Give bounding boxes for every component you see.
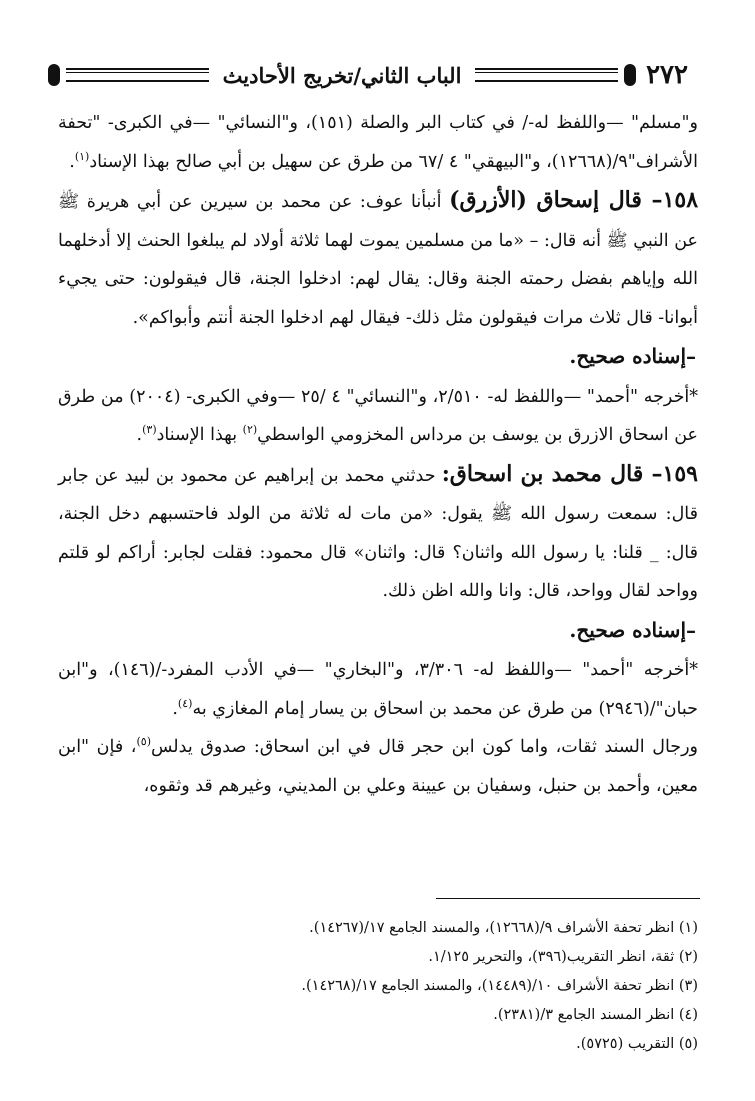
footnote: (٥) التقريب (٥٧٢٥).	[576, 1036, 698, 1052]
footnote: (٤) انظر المسند الجامع ٣/(٢٣٨١).	[493, 1007, 698, 1023]
chapter-title: الباب الثاني/تخريج الأحاديث	[222, 62, 462, 88]
hadith-heading: ١٥٨– قال إسحاق (الأزرق)	[449, 187, 699, 213]
paragraph: و"مسلم" —واللفظ له-/ في كتاب البر والصلة (١٥١)، و"النسائي" —في الكبرى- "تحفة الأشراف"٩/(١٢٦٦٨)، و"البيهقي" ٤ /٦٧ من طرق عن سهيل بن أبي صالح بهذا الإسناد$^{(١)}$.	[58, 113, 698, 172]
main-text	[58, 104, 698, 805]
page-number: ٢٧٢	[646, 60, 688, 90]
footnote-separator	[436, 898, 700, 899]
footnote: (١) انظر تحفة الأشراف ٩/(١٢٦٦٨)، والمسند الجامع ١٧/(١٤٢٦٧).	[309, 920, 698, 936]
hadith-heading: ١٥٩– قال محمد بن اسحاق:	[441, 460, 698, 487]
takhrij-paragraph: *أخرجه "أحمد" —واللفظ له- ٣/٣٠٦، و"البخاري" —في الأدب المفرد-/(١٤٦)، و"ابن حبان"/(٢٩٤٦) من طرق عن محمد بن اسحاق بن يسار إمام المغازي به$^{(٤)}$.	[58, 660, 698, 719]
page-header	[48, 58, 688, 92]
footnote: (٣) انظر تحفة الأشراف ١٠/(١٤٤٨٩)، والمسند الجامع ١٧/(١٤٢٦٨).	[301, 978, 698, 994]
takhrij-paragraph: *أخرجه "أحمد" —واللفظ له- ٢/٥١٠، و"النسائي" ٤ /٢٥ —وفي الكبرى- (٢٠٠٤) من طرق عن اسحاق الازرق بن يوسف بن مرداس المخزومي الواسطي$^{(٢)}$ بهذا الإسناد$^{(٣)}$.	[58, 386, 698, 445]
grading-verdict: –إسناده صحيح.	[569, 617, 696, 642]
hadith-159: ١٥٩– قال محمد بن اسحاق: حدثني محمد بن إبراهيم عن محمود بن لبيد عن جابر قال: سمعت رسول الله ﷺ يقول: «من مات له ثلاثة من الولد فاحتسبهم دخل الجنة، قال: _ قلنا: يا رسول الله واثنان؟ قال: واثنان» قال محمود: فقلت لجابر: أراكم لو قلتم وواحد لقال وواحد، قال: وانا والله اظن ذلك.	[58, 460, 698, 601]
footnote-ref: (٣)	[142, 423, 157, 437]
paragraph: ورجال السند ثقات، واما كون ابن حجر قال في ابن اسحاق: صدوق يدلس$^{(٥)}$، فإن "ابن معين، وأحمد بن حنبل، وسفيان بن عيينة وعلي بن المديني، وغيرهم قد وثقوه،	[58, 735, 699, 796]
ornament-knot-icon	[624, 64, 636, 86]
footnote-ref: (٤)	[177, 696, 193, 710]
footnote-ref: (٢)	[242, 423, 258, 437]
grading	[58, 611, 698, 652]
footnote-ref: (٥)	[136, 735, 151, 749]
header-rule	[66, 68, 209, 82]
ornament-knot-icon	[48, 64, 60, 86]
grading	[58, 337, 698, 378]
footnote: (٢) ثقة، انظر التقريب(٣٩٦)، والتحرير ١/١٢٥.	[428, 949, 698, 965]
footnotes	[58, 914, 698, 1059]
footnote-ref: (١)	[74, 149, 90, 163]
header-rule	[475, 68, 618, 82]
grading-verdict: –إسناده صحيح.	[569, 344, 696, 368]
hadith-158: ١٥٨– قال إسحاق (الأزرق) أنبأنا عوف: عن محمد بن سيرين عن أبي هريرة ﷺ عن النبي ﷺ أنه قال: – «ما من مسلمين يموت لهما ثلاثة أولاد لم يبلغوا الحنث إلا أدخلهما الله وإياهم بفضل رحمته الجنة وقال: يقال لهم: ادخلوا الجنة، قال فيقولون: حتى يجيء أبوانا- قال ثلاث مرات فيقولون مثل ذلك- فيقال لهم ادخلوا الجنة أنتم وأبواكم».	[58, 187, 699, 328]
